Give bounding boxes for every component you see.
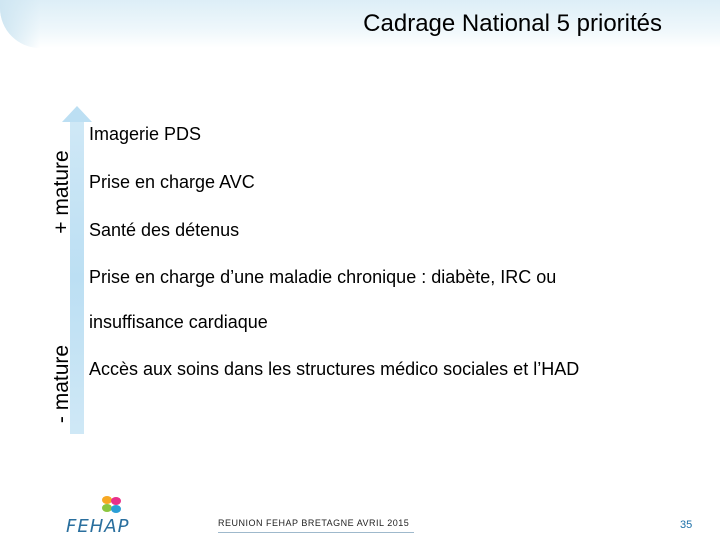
footer-text: REUNION FEHAP BRETAGNE AVRIL 2015: [218, 518, 410, 528]
priority-item: insuffisance cardiaque: [89, 312, 268, 332]
fehap-flower-icon: [66, 494, 136, 518]
priority-item: Accès aux soins dans les structures médico sociales et l’HAD: [89, 359, 580, 379]
priority-item: Prise en charge AVC: [89, 172, 255, 192]
footer-divider: [218, 532, 414, 533]
slide-title: Cadrage National 5 priorités: [363, 10, 662, 37]
priority-item: Imagerie PDS: [89, 124, 202, 144]
logo-wordmark: FEHAP: [66, 516, 130, 537]
axis-label-less-mature: - mature: [50, 344, 73, 424]
fehap-logo: [66, 494, 136, 538]
priority-item: Santé des détenus: [89, 220, 240, 240]
priority-item: Prise en charge d’une maladie chronique : diabète, IRC ou: [89, 267, 557, 287]
maturity-arrow-head: [62, 106, 92, 122]
axis-label-more-mature: + mature: [50, 150, 73, 234]
page-number: 35: [680, 519, 693, 531]
